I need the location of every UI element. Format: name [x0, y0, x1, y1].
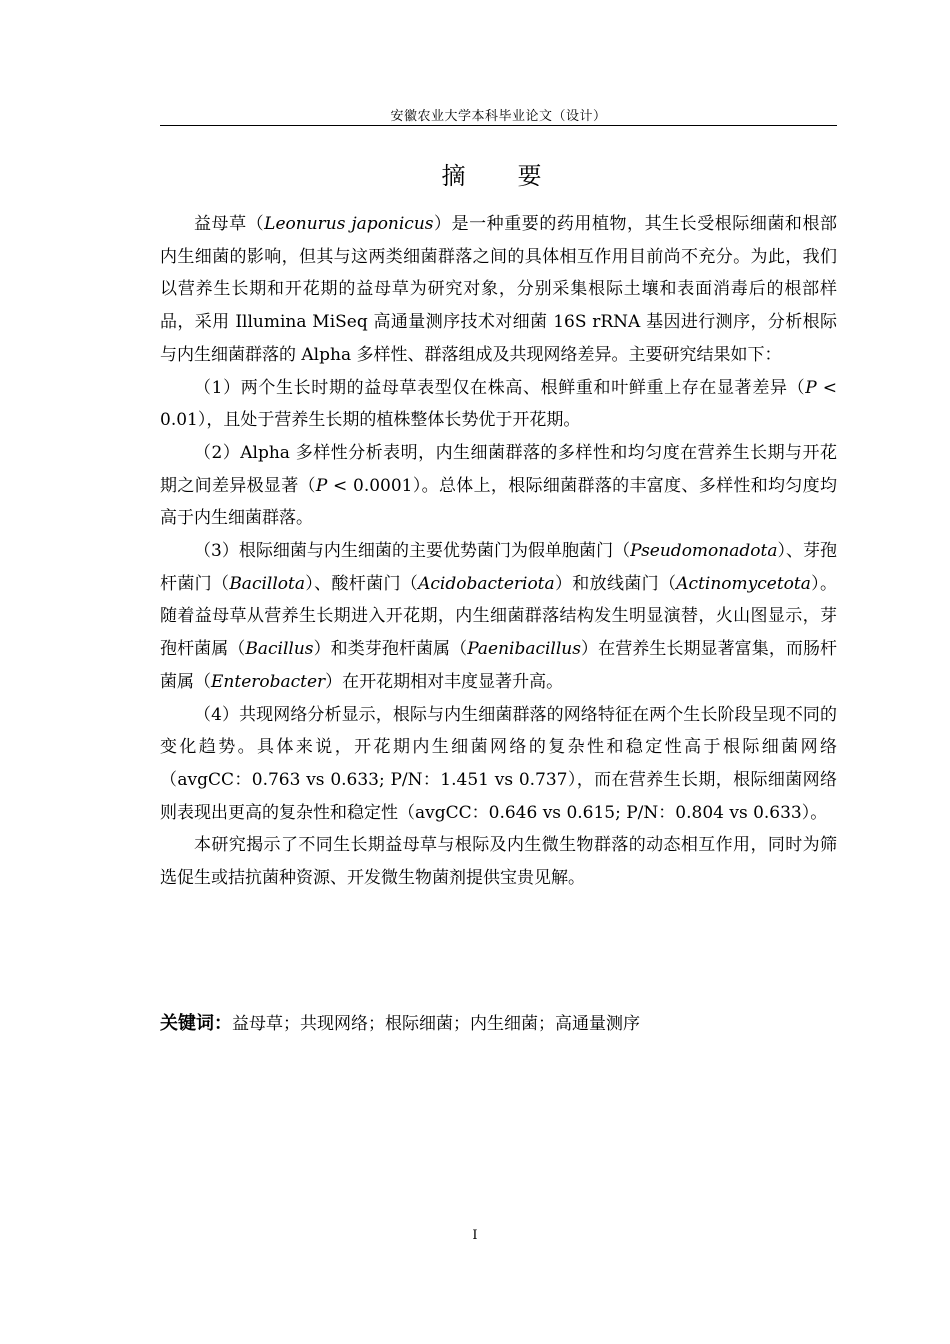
text-run: 益母草（: [194, 214, 265, 234]
text-run: ）在开花期相对丰度显著升高。: [325, 671, 564, 692]
taxon-name: Enterobacter: [211, 671, 326, 692]
species-name: Leonurus japonicus: [264, 214, 434, 234]
abstract-title: 摘 要: [441, 162, 556, 190]
text-run: < 0.01），且处于营养生长期的植株整体长势优于开花期。: [160, 377, 837, 431]
paragraph-result-1: [160, 372, 837, 437]
paragraph-result-4: （4）共现网络分析显示，根际与内生细菌群落的网络特征在两个生长阶段呈现不同的变化趋势。具体来说，开花期内生细菌网络的复杂性和稳定性高于根际细菌网络（avgCC：0.763 vs 0.633; P/N：1.451 vs 0.737），而在营养生长期，根际细菌网络则表现出更高的复杂性和稳定性（avgCC：0.646 vs 0.615; P/N：0.804 vs 0.633）。: [160, 704, 837, 823]
paragraph-conclusion: 本研究揭示了不同生长期益母草与根际及内生微生物群落的动态相互作用，同时为筛选促生或拮抗菌种资源、开发微生物菌剂提供宝贵见解。: [160, 835, 837, 889]
keywords-label: 关键词：: [160, 1013, 232, 1034]
text-run: ）和放线菌门（: [554, 573, 677, 594]
text-run: （1）两个生长时期的益母草表型仅在株高、根鲜重和叶鲜重上存在显著差异（: [194, 377, 806, 398]
text-run: （2）Alpha 多样性分析表明，内生细菌群落的多样性和均匀度在营养生长期与开花期之间差异极显著（: [160, 442, 837, 496]
keywords-value: 益母草；共现网络；根际细菌；内生细菌；高通量测序: [232, 1014, 640, 1034]
text-run: ）、酸杆菌门（: [304, 573, 419, 594]
taxon-name: Paenibacillus: [467, 639, 581, 660]
running-header: 安徽农业大学本科毕业论文（设计）: [390, 109, 607, 124]
p-value-symbol: P: [805, 377, 817, 398]
taxon-name: Actinomycetota: [676, 573, 811, 594]
page-number: I: [472, 1228, 478, 1243]
paragraph-result-2: [160, 437, 837, 535]
p-value-symbol: P: [315, 475, 328, 496]
taxon-name: Pseudomonadota: [630, 541, 778, 562]
taxon-name: Bacillus: [245, 639, 314, 660]
text-run: ）和类芽孢杆菌属（: [313, 639, 468, 660]
paragraph-intro: [160, 208, 837, 372]
header-rule: [160, 125, 837, 126]
taxon-name: Bacillota: [229, 573, 305, 594]
abstract-body: [160, 208, 837, 895]
text-run: < 0.0001）。总体上，根际细菌群落的丰富度、多样性和均匀度均高于内生细菌群落。: [160, 475, 837, 529]
text-run: ）是一种重要的药用植物，其生长受根际细菌和根部内生细菌的影响，但其与这两类细菌群落之间的具体相互作用目前尚不充分。为此，我们以营养生长期和开花期的益母草为研究对象，分别采集根际土壤和表面消毒后的根部样品，采用 Illumina MiSeq 高通量测序技术对细菌 16S rRNA 基因进行测序，分析根际与内生细菌群落的 Alpha 多样性、群落组成及共现网络差异。主要研究结果如下：: [160, 214, 838, 365]
paragraph-result-3: [160, 535, 837, 699]
text-run: （3）根际细菌与内生细菌的主要优势菌门为假单胞菌门（: [194, 541, 631, 562]
text-run: ）、芽孢杆菌门（: [160, 541, 837, 594]
text-run: ）。随着益母草从营养生长期进入开花期，内生细菌群落结构发生明显演替，火山图显示，芽孢杆菌属（: [160, 573, 838, 660]
taxon-name: Acidobacteriota: [418, 573, 555, 594]
text-run: ）在营养生长期显著富集，而肠杆菌属（: [160, 639, 838, 692]
keywords: [160, 1010, 837, 1038]
